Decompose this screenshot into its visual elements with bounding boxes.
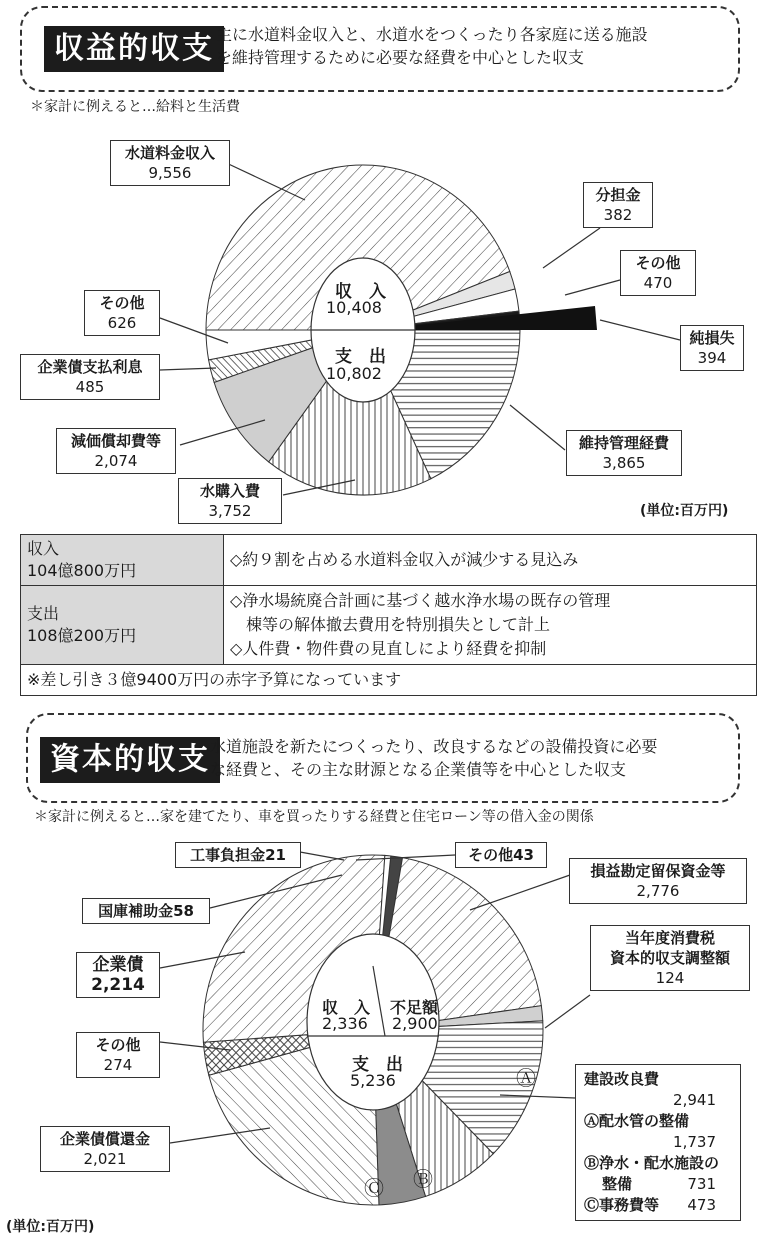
section1-title: 収益的収支 <box>44 26 224 72</box>
section2-note: ＊家計に例えると…家を建てたり、車を買ったりする経費と住宅ローン等の借入金の関係 <box>34 809 594 825</box>
capital-center-shortfall-label: 不足額 <box>390 998 439 1017</box>
label-iji-name: 維持管理経費 <box>578 434 669 452</box>
label-b-name: Ⓑ浄水・配水施設の <box>584 1154 720 1172</box>
label-ryokin-name: 水道料金収入 <box>124 144 215 162</box>
section2-title: 資本的収支 <box>40 737 220 783</box>
revenue-center-expense-label: 支 出 <box>335 347 386 367</box>
label-ryokin-value: 9,556 <box>148 164 192 182</box>
label-kensetsu-name: 建設改良費 <box>584 1070 660 1088</box>
label-rishi-value: 485 <box>75 378 105 396</box>
label-hojo: 国庫補助金58 <box>82 898 210 924</box>
label-a-value: 1,737 <box>673 1133 716 1151</box>
section1-note: ＊家計に例えると…給料と生活費 <box>30 99 240 115</box>
label-c-value: 473 <box>687 1196 716 1214</box>
capital-center-shortfall-value: 2,900 <box>392 1014 438 1033</box>
expense-text-1: ◇浄水場統廃合計画に基づく越水浄水場の既存の管理 <box>230 591 611 610</box>
capital-center-income-value: 2,336 <box>322 1014 368 1033</box>
revenue-center-income-label: 収 入 <box>335 282 386 302</box>
capital-center-expense-label: 支 出 <box>352 1055 403 1075</box>
expense-text-3: ◇人件費・物件費の見直しにより経費を抑制 <box>230 639 547 658</box>
label-b-line2 <box>584 1174 732 1195</box>
label-shohizei <box>590 925 750 991</box>
capital-center-expense-value: 5,236 <box>350 1071 396 1090</box>
label-sonota-income-name: その他 <box>635 254 681 272</box>
label-rishi-name: 企業債支払利息 <box>37 358 143 376</box>
label-b-value: 731 <box>687 1175 716 1193</box>
label-iji-value: 3,865 <box>602 454 646 472</box>
income-text: ◇約９割を占める水道料金収入が減少する見込み <box>230 550 579 569</box>
label-a-name: Ⓐ配水管の整備 <box>584 1112 690 1130</box>
label-kigyosai-value: 2,214 <box>91 975 145 995</box>
label-c-name: Ⓒ事務費等 <box>584 1196 660 1214</box>
label-mizukonyu-value: 3,752 <box>208 502 252 520</box>
mark-a: Ⓐ <box>516 1066 536 1090</box>
label-shokan-name: 企業債償還金 <box>59 1130 150 1148</box>
label-shohizei-name1: 当年度消費税 <box>624 929 715 947</box>
income-amount: 104億800万円 <box>27 561 137 580</box>
label-ryuho-value: 2,776 <box>636 882 680 900</box>
label-ryuho <box>569 858 747 904</box>
label-kensetsu-group <box>575 1064 741 1221</box>
label-kigyosai-name: 企業債 <box>92 955 144 975</box>
mark-b: Ⓑ <box>413 1167 433 1191</box>
revenue-unit: (単位:百万円) <box>640 503 729 519</box>
label-sonota-expense-value: 626 <box>107 314 137 332</box>
label-shohizei-value: 124 <box>655 969 685 987</box>
label-kigyosai <box>76 952 160 998</box>
label-kensetsu-value: 2,941 <box>673 1091 716 1109</box>
label-shokan-value: 2,021 <box>83 1150 127 1168</box>
label-sonota-top: その他43 <box>455 842 547 868</box>
table-footer: ※差し引き３億9400万円の赤字予算になっています <box>21 665 757 696</box>
label-koji: 工事負担金21 <box>175 842 301 868</box>
label-c-line <box>584 1195 732 1216</box>
label-b-name2: 整備 <box>602 1175 633 1193</box>
label-mizukonyu-name: 水購入費 <box>199 482 260 500</box>
section1-description-line1: 主に水道料金収入と、水道水をつくったり各家庭に送る施設 <box>216 25 648 44</box>
mark-c: Ⓒ <box>364 1176 384 1200</box>
label-genka-name: 減価償却費等 <box>70 432 161 450</box>
label-sonota-capital-name: その他 <box>95 1036 141 1054</box>
label-shohizei-name2: 資本的収支調整額 <box>609 949 730 967</box>
section1-description-line2: を維持管理するために必要な経費を中心とした収支 <box>216 48 585 67</box>
revenue-center-income-value: 10,408 <box>326 298 382 317</box>
capital-center-income-label: 収 入 <box>322 998 371 1017</box>
expense-text-2: 棟等の解体撤去費用を特別損失として計上 <box>230 615 551 634</box>
expense-amount: 108億200万円 <box>27 626 137 645</box>
label-buntan-value: 382 <box>603 206 633 224</box>
capital-unit: (単位:百万円) <box>6 1219 95 1235</box>
label-junsonshitsu-value: 394 <box>697 349 727 367</box>
label-sonota-capital-value: 274 <box>103 1056 133 1074</box>
expense-head: 支出 <box>27 604 60 623</box>
label-sonota-capital <box>76 1032 160 1078</box>
label-buntan-name: 分担金 <box>595 186 641 204</box>
revenue-center-expense-value: 10,802 <box>326 364 382 383</box>
label-sonota-income-value: 470 <box>643 274 673 292</box>
label-junsonshitsu-name: 純損失 <box>689 329 735 347</box>
label-sonota-expense-name: その他 <box>99 294 145 312</box>
label-genka-value: 2,074 <box>94 452 138 470</box>
label-shokan <box>40 1126 170 1172</box>
section2-description-line2: な経費と、その主な財源となる企業債等を中心とした収支 <box>210 760 627 779</box>
section2-description-line1: 水道施設を新たにつくったり、改良するなどの設備投資に必要 <box>210 737 658 756</box>
label-ryuho-name: 損益勘定留保資金等 <box>590 862 726 880</box>
income-head: 収入 <box>27 539 60 558</box>
